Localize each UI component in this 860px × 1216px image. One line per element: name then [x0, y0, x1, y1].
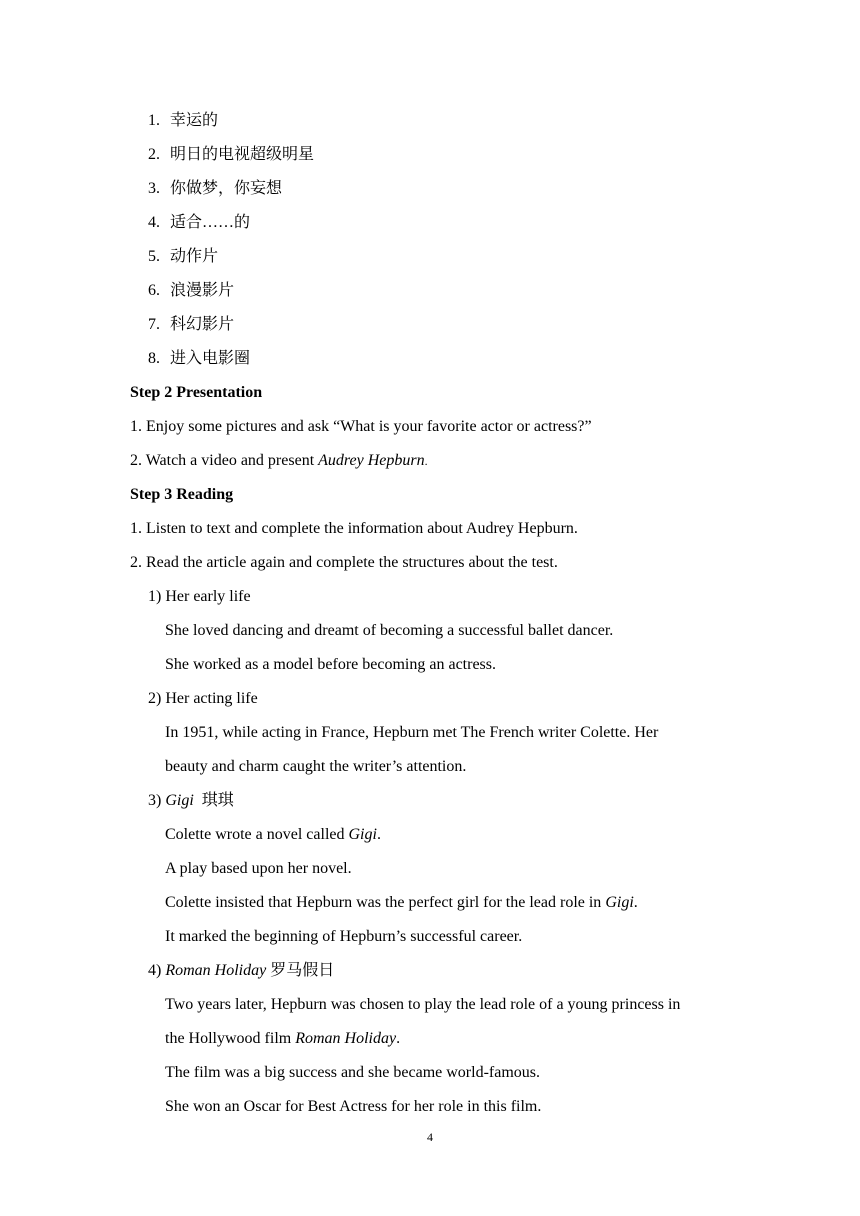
line-punct: . — [376, 826, 381, 843]
vocab-number: 7. — [148, 316, 160, 333]
section-early-life-line: She loved dancing and dreamt of becoming a successful ballet dancer. — [165, 622, 614, 639]
vocab-text: 进入电影圈 — [170, 350, 251, 367]
section-gigi-line: A play based upon her novel. — [165, 860, 352, 877]
section-roman-holiday-line: She won an Oscar for Best Actress for her role in this film. — [165, 1098, 542, 1115]
section-roman-holiday-number: 4) — [148, 962, 166, 979]
line-text: Colette insisted that Hepburn was the perfect girl for the lead role in — [165, 894, 606, 911]
line-title: Gigi — [348, 826, 377, 843]
section-gigi-line — [165, 825, 381, 845]
page-number: 4 — [427, 1130, 433, 1144]
vocab-number: 2. — [148, 146, 160, 163]
line-text: the Hollywood film — [165, 1030, 296, 1047]
step2-item-2-name: Audrey Hepburn — [318, 452, 425, 469]
section-acting-life-title: 2) Her acting life — [148, 690, 258, 707]
vocab-number: 4. — [148, 214, 160, 231]
section-early-life-line: She worked as a model before becoming an actress. — [165, 656, 496, 673]
line-title: Gigi — [605, 894, 634, 911]
section-roman-holiday-cn: 罗马假日 — [266, 962, 335, 979]
vocab-text: 适合……的 — [170, 214, 251, 231]
section-early-life-title: 1) Her early life — [148, 588, 251, 605]
section-gigi-name: Gigi — [165, 792, 194, 809]
vocab-number: 8. — [148, 350, 160, 367]
vocab-text: 你做梦，你妄想 — [170, 180, 283, 197]
section-roman-holiday-line: The film was a big success and she became world-famous. — [165, 1064, 540, 1081]
section-acting-life-line: In 1951, while acting in France, Hepburn met The French writer Colette. Her — [165, 724, 659, 741]
line-punct: . — [633, 894, 638, 911]
section-roman-holiday-name: Roman Holiday — [165, 962, 267, 979]
section-roman-holiday-line: Two years later, Hepburn was chosen to play the lead role of a young princess in — [165, 996, 681, 1013]
section-acting-life-line: beauty and charm caught the writer’s attention. — [165, 758, 467, 775]
vocab-item — [148, 349, 250, 369]
step3-item-2: 2. Read the article again and complete the structures about the test. — [130, 554, 558, 571]
vocab-text: 动作片 — [170, 248, 219, 265]
line-text: Colette wrote a novel called — [165, 826, 349, 843]
vocab-item — [148, 179, 282, 199]
section-gigi-number: 3) — [148, 792, 166, 809]
vocab-item — [148, 315, 234, 335]
step2-item-1: 1. Enjoy some pictures and ask “What is your favorite actor or actress?” — [130, 418, 592, 435]
vocab-item — [148, 247, 218, 267]
vocab-number: 5. — [148, 248, 160, 265]
vocab-number: 3. — [148, 180, 160, 197]
vocab-item — [148, 281, 234, 301]
section-roman-holiday-line — [165, 1029, 400, 1049]
step3-heading: Step 3 Reading — [130, 486, 234, 503]
section-gigi-cn: 琪琪 — [201, 792, 234, 809]
vocab-item — [148, 111, 218, 131]
section-gigi-line: It marked the beginning of Hepburn’s successful career. — [165, 928, 523, 945]
step3-item-1: 1. Listen to text and complete the information about Audrey Hepburn. — [130, 520, 578, 537]
section-roman-holiday-title — [148, 961, 334, 981]
vocab-number: 6. — [148, 282, 160, 299]
vocab-item — [148, 145, 314, 165]
vocab-text: 科幻影片 — [170, 316, 235, 333]
line-punct: . — [396, 1030, 401, 1047]
vocab-number: 1. — [148, 112, 160, 129]
step2-item-2-dot: . — [424, 454, 428, 468]
step2-item-2 — [130, 451, 428, 471]
step2-heading: Step 2 Presentation — [130, 384, 263, 401]
step2-item-2-text: 2. Watch a video and present — [130, 452, 319, 469]
section-gigi-title — [148, 791, 234, 811]
section-gigi-line — [165, 893, 638, 913]
vocab-item — [148, 213, 250, 233]
vocab-text: 幸运的 — [170, 112, 219, 129]
line-title: Roman Holiday — [295, 1030, 397, 1047]
vocab-text: 浪漫影片 — [170, 282, 235, 299]
vocab-text: 明日的电视超级明星 — [170, 146, 315, 163]
